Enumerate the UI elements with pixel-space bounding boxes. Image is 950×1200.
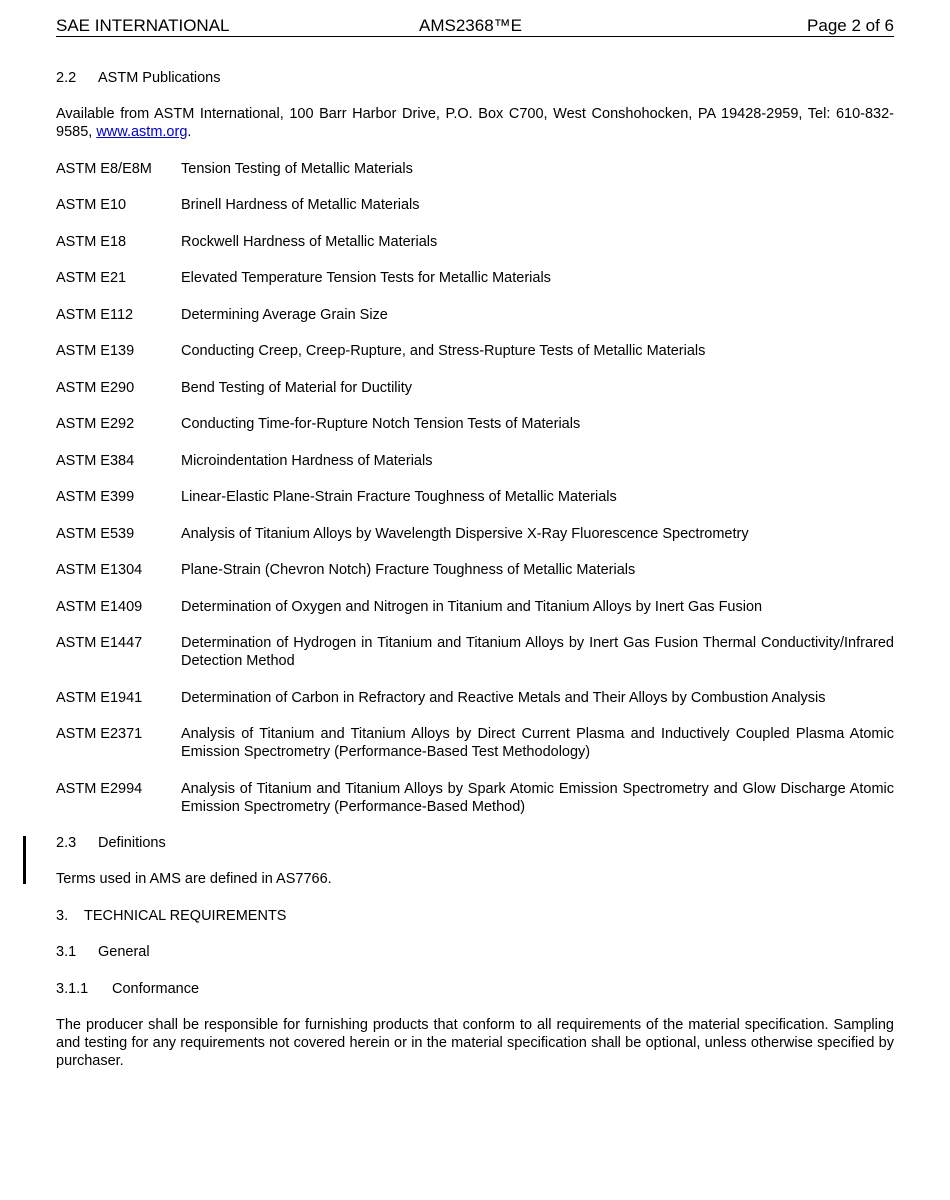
- reference-code: ASTM E8/E8M: [56, 161, 152, 177]
- section-title: ASTM Publications: [98, 70, 221, 86]
- reference-title: Determination of Oxygen and Nitrogen in Titanium and Titanium Alloys by Inert Gas Fusion: [181, 599, 763, 615]
- section-3-1-heading: [56, 943, 894, 961]
- reference-title: Linear-Elastic Plane-Strain Fracture Toughness of Metallic Materials: [181, 489, 617, 505]
- reference-title: Determination of Carbon in Refractory and Reactive Metals and Their Alloys by Combustion Analysis: [181, 690, 826, 706]
- reference-code: ASTM E292: [56, 416, 135, 432]
- reference-entry: [56, 561, 894, 579]
- section-number: 3.1.1: [56, 981, 89, 997]
- section-number: 2.2: [56, 70, 77, 86]
- reference-entry: [56, 233, 894, 251]
- reference-entry: [56, 196, 894, 214]
- revision-change-bar: [23, 836, 26, 884]
- reference-title: Plane-Strain (Chevron Notch) Fracture Toughness of Metallic Materials: [181, 562, 636, 578]
- section-title: Definitions: [98, 835, 166, 851]
- header-doc-id: AMS2368™E: [419, 16, 522, 35]
- section-title: Conformance: [112, 981, 200, 997]
- reference-code: ASTM E139: [56, 343, 135, 359]
- reference-title: Rockwell Hardness of Metallic Materials: [181, 234, 438, 250]
- page-header: [56, 16, 894, 37]
- section-3-1-1-heading: [56, 980, 894, 998]
- reference-code: ASTM E10: [56, 197, 127, 213]
- reference-entry: [56, 160, 894, 178]
- reference-entry: [56, 689, 894, 707]
- reference-entry: [56, 598, 894, 616]
- reference-title: Brinell Hardness of Metallic Materials: [181, 197, 420, 213]
- reference-entry: [56, 780, 894, 816]
- reference-title: Conducting Time-for-Rupture Notch Tension Tests of Materials: [181, 416, 581, 432]
- reference-title: Microindentation Hardness of Materials: [181, 453, 433, 469]
- definitions-paragraph: Terms used in AMS are defined in AS7766.: [56, 871, 332, 887]
- reference-title: Analysis of Titanium and Titanium Alloys by Direct Current Plasma and Inductively Coupled Plasma Atomic Emission Spectrometry (Performance-Based Test Methodology): [181, 726, 894, 760]
- reference-entry: [56, 306, 894, 324]
- reference-code: ASTM E2371: [56, 726, 143, 742]
- header-org: SAE INTERNATIONAL: [56, 16, 230, 35]
- reference-entry: [56, 269, 894, 287]
- section-number: 2.3: [56, 835, 77, 851]
- reference-entry: [56, 415, 894, 433]
- reference-code: ASTM E1409: [56, 599, 143, 615]
- reference-code: ASTM E1941: [56, 690, 143, 706]
- reference-title: Analysis of Titanium Alloys by Wavelength Dispersive X-Ray Fluorescence Spectrometry: [181, 526, 749, 542]
- reference-code: ASTM E539: [56, 526, 135, 542]
- reference-entry: [56, 379, 894, 397]
- astm-availability-paragraph: [56, 105, 894, 141]
- reference-title: Determination of Hydrogen in Titanium and Titanium Alloys by Inert Gas Fusion Thermal Conductivity/Infrared Detection Method: [181, 635, 894, 669]
- availability-period: .: [187, 124, 192, 140]
- section-number: 3.: [56, 908, 69, 924]
- reference-code: ASTM E2994: [56, 781, 143, 797]
- reference-code: ASTM E18: [56, 234, 127, 250]
- section-2-2-heading: [56, 69, 894, 87]
- reference-code: ASTM E1447: [56, 635, 143, 651]
- reference-title: Conducting Creep, Creep-Rupture, and Stress-Rupture Tests of Metallic Materials: [181, 343, 706, 359]
- conformance-paragraph: The producer shall be responsible for furnishing products that conform to all requirements of the material specification. Sampling and testing for any requirements not covered herein or in the material specification shall be optional, unless otherwise specified by purchaser.: [56, 1017, 894, 1069]
- reference-code: ASTM E21: [56, 270, 127, 286]
- section-number: 3.1: [56, 944, 77, 960]
- reference-title: Tension Testing of Metallic Materials: [181, 161, 413, 177]
- astm-website-link[interactable]: www.astm.org: [96, 124, 188, 140]
- reference-title: Determining Average Grain Size: [181, 307, 388, 323]
- reference-code: ASTM E399: [56, 489, 135, 505]
- reference-entry: [56, 342, 894, 360]
- section-3-heading: [56, 907, 894, 925]
- section-title: TECHNICAL REQUIREMENTS: [84, 908, 287, 924]
- reference-code: ASTM E384: [56, 453, 135, 469]
- section-title: General: [98, 944, 150, 960]
- availability-text: Available from ASTM International, 100 Barr Harbor Drive, P.O. Box C700, West Conshohocken, PA 19428-2959, Tel: 610-832-9585,: [56, 106, 894, 140]
- reference-entry: [56, 634, 894, 670]
- reference-entry: [56, 725, 894, 761]
- reference-entry: [56, 488, 894, 506]
- reference-title: Analysis of Titanium and Titanium Alloys by Spark Atomic Emission Spectrometry and Glow Discharge Atomic Emission Spectrometry (Performance-Based Method): [181, 781, 894, 815]
- reference-code: ASTM E290: [56, 380, 135, 396]
- reference-title: Elevated Temperature Tension Tests for Metallic Materials: [181, 270, 551, 286]
- reference-code: ASTM E112: [56, 307, 134, 323]
- reference-title: Bend Testing of Material for Ductility: [181, 380, 413, 396]
- reference-entry: [56, 525, 894, 543]
- section-2-3-heading: [56, 834, 894, 852]
- header-page-number: Page 2 of 6: [807, 16, 894, 35]
- reference-code: ASTM E1304: [56, 562, 143, 578]
- reference-entry: [56, 452, 894, 470]
